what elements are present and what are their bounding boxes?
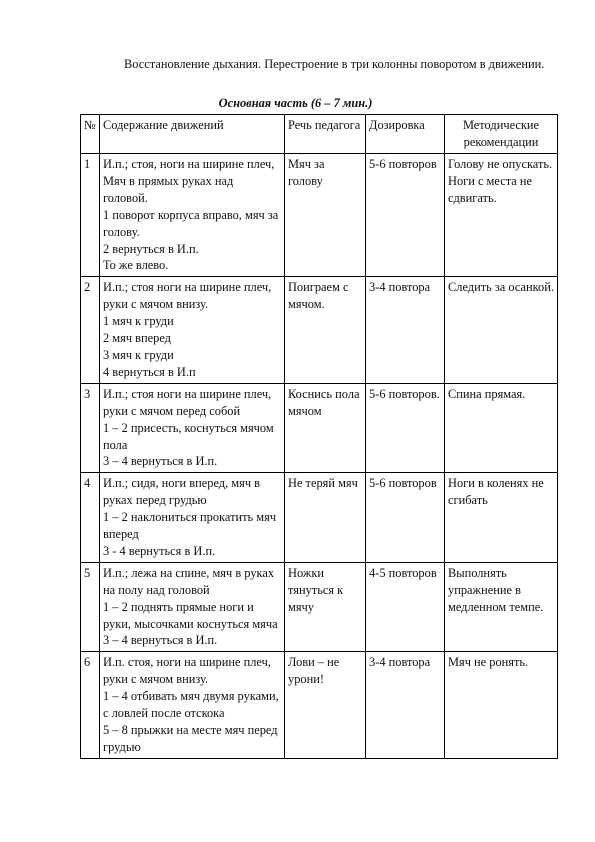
dosage: 4-5 повторов bbox=[366, 562, 445, 652]
movement-step: 3 – 4 вернуться в И.п. bbox=[103, 633, 218, 648]
table-header-row bbox=[81, 115, 558, 154]
row-number: 6 bbox=[81, 652, 100, 758]
movement-step: 5 – 8 прыжки на месте мяч перед грудью bbox=[103, 723, 278, 754]
movement-step: 1 поворот корпуса вправо, мяч за голову. bbox=[103, 207, 279, 239]
teacher-speech: Мяч за голову bbox=[285, 154, 366, 277]
movement-step: 2 мяч вперед bbox=[103, 331, 171, 346]
movement-step: 1 мяч к груди bbox=[103, 314, 174, 329]
method-recommendation: Спина прямая. bbox=[445, 383, 558, 473]
method-recommendation: Голову не опускать. Ноги с места не сдвигать. bbox=[445, 154, 558, 277]
header-dose: Дозировка bbox=[366, 115, 445, 154]
movement-step: 3 мяч к груди bbox=[103, 347, 174, 362]
table-row bbox=[81, 562, 558, 652]
teacher-speech: Ножки тянуться к мячу bbox=[285, 562, 366, 652]
movement-step: И.п.; сидя, ноги вперед, мяч в руках перед грудью bbox=[103, 476, 261, 508]
table-row bbox=[81, 473, 558, 563]
dosage: 5-6 повторов bbox=[366, 473, 445, 563]
movement-content bbox=[100, 652, 285, 758]
header-speech: Речь педагога bbox=[285, 115, 366, 154]
teacher-speech: Коснись пола мячом bbox=[285, 383, 366, 473]
movement-step: 1 – 4 отбивать мяч двумя руками, с ловлей после отскока bbox=[103, 689, 279, 721]
movement-content bbox=[100, 473, 285, 563]
dosage: 5-6 повторов. bbox=[366, 383, 445, 473]
teacher-speech: Лови – не урони! bbox=[285, 652, 366, 758]
intro-paragraph: Восстановление дыхания. Перестроение в три колонны поворотом в движении. bbox=[124, 57, 545, 71]
section-title: Основная часть (6 – 7 мин.) bbox=[218, 96, 373, 110]
movement-step: 1 – 2 наклониться прокатить мяч вперед bbox=[103, 510, 277, 542]
movement-step: И.п.; стоя ноги на ширине плеч, руки с мячом внизу. bbox=[103, 280, 272, 312]
movement-step: И.п.; лежа на спине, мяч в руках на полу над головой bbox=[103, 565, 275, 597]
movement-content bbox=[100, 562, 285, 652]
row-number: 3 bbox=[81, 383, 100, 473]
teacher-speech: Поиграем с мячом. bbox=[285, 277, 366, 383]
movement-step: И.п.; стоя ноги на ширине плеч, руки с мячом перед собой bbox=[103, 386, 272, 418]
table-body bbox=[81, 154, 558, 759]
movement-content bbox=[100, 154, 285, 277]
movement-content bbox=[100, 383, 285, 473]
exercise-table bbox=[80, 114, 558, 759]
table-row bbox=[81, 652, 558, 758]
header-content: Содержание движений bbox=[100, 115, 285, 154]
header-method: Методические рекомендации bbox=[445, 115, 558, 154]
movement-step: 2 вернуться в И.п. bbox=[103, 241, 199, 256]
row-number: 2 bbox=[81, 277, 100, 383]
movement-step: 1 – 2 поднять прямые ноги и руки, мысочками коснуться мяча bbox=[103, 599, 278, 631]
teacher-speech: Не теряй мяч bbox=[285, 473, 366, 563]
method-recommendation: Выполнять упражнение в медленном темпе. bbox=[445, 562, 558, 652]
row-number: 5 bbox=[81, 562, 100, 652]
movement-step: 3 - 4 вернуться в И.п. bbox=[103, 543, 216, 558]
table-row bbox=[81, 154, 558, 277]
movement-step: То же влево. bbox=[103, 258, 169, 273]
table-row bbox=[81, 277, 558, 383]
header-num: № bbox=[81, 115, 100, 154]
dosage: 3-4 повтора bbox=[366, 652, 445, 758]
dosage: 5-6 повторов bbox=[366, 154, 445, 277]
movement-step: И.п.; стоя, ноги на ширине плеч, Мяч в прямых руках над головой. bbox=[103, 157, 275, 205]
method-recommendation: Следить за осанкой. bbox=[445, 277, 558, 383]
movement-step: 3 – 4 вернуться в И.п. bbox=[103, 454, 218, 469]
method-recommendation: Мяч не ронять. bbox=[445, 652, 558, 758]
movement-step: 1 – 2 присесть, коснуться мячом пола bbox=[103, 420, 274, 452]
dosage: 3-4 повтора bbox=[366, 277, 445, 383]
movement-step: И.п. стоя, ноги на ширине плеч, руки с мячом внизу. bbox=[103, 655, 271, 687]
movement-step: 4 вернуться в И.п bbox=[103, 364, 196, 379]
method-recommendation: Ноги в коленях не сгибать bbox=[445, 473, 558, 563]
row-number: 4 bbox=[81, 473, 100, 563]
table-row bbox=[81, 383, 558, 473]
movement-content bbox=[100, 277, 285, 383]
row-number: 1 bbox=[81, 154, 100, 277]
